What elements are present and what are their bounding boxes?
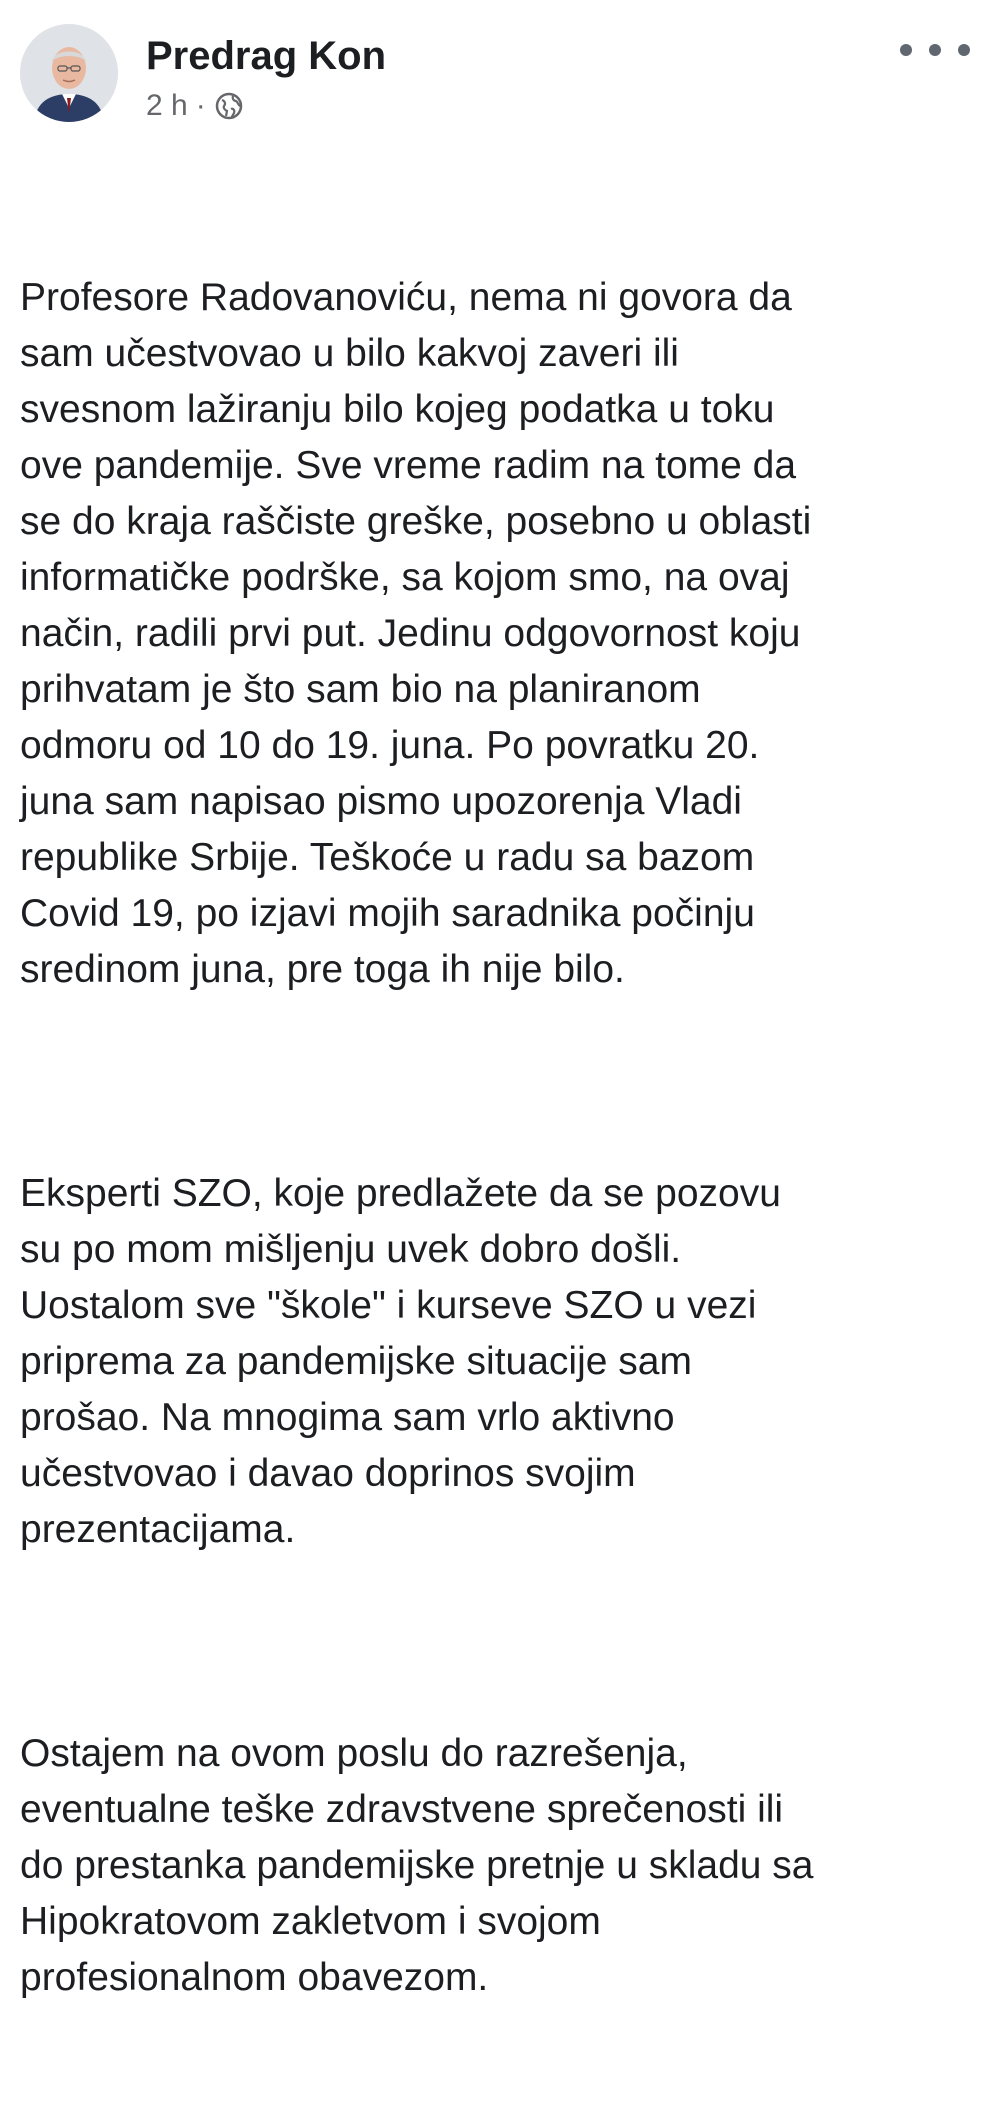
meta-separator: · xyxy=(195,89,206,122)
more-options-icon[interactable] xyxy=(900,30,970,70)
post-header xyxy=(20,20,970,150)
more-dot xyxy=(900,44,912,56)
more-dot xyxy=(958,44,970,56)
author-portrait-image xyxy=(20,24,118,122)
post-timestamp[interactable]: 2 h xyxy=(146,89,188,122)
post-paragraph: Eksperti SZO, koje predlažete da se pozovu su po mom mišljenju uvek dobro došli. Uostalom sve "škole" i kurseve SZO u vezi priprema za pandemijske situacije sam prošao. Na mnogima sam vrlo aktivno učestvovao i davao doprinos svojim prezentacijama. xyxy=(20,1172,781,1551)
more-dot xyxy=(929,44,941,56)
post-meta xyxy=(146,32,970,124)
author-name[interactable]: Predrag Kon xyxy=(146,34,387,78)
post-paragraph: Profesore Radovanoviću, nema ni govora da sam učestvovao u bilo kakvoj zaveri ili svesnom lažiranju bilo kojeg podatka u toku ove pandemije. Sve vreme radim na tome da se do kraja raščiste greške, posebno u oblasti informatičke podrške, sa kojom smo, na ovaj način, radili prvi put. Jedinu odgovornost koju prihvatam je što sam bio na planiranom odmoru od 10 do 19. juna. Po povratku 20. juna sam napisao pismo upozorenja Vladi republike Srbije. Teškoće u radu sa bazom Covid 19, po izjavi mojih saradnika počinju sredinom juna, pre toga ih nije bilo. xyxy=(20,276,812,991)
author-avatar[interactable] xyxy=(20,24,118,122)
post-paragraph: Ostajem na ovom poslu do razrešenja, eventualne teške zdravstvene sprečenosti ili do prestanka pandemijske pretnje u skladu sa Hipokratovom zakletvom i svojom profesionalnom obavezom. xyxy=(20,1732,814,1999)
globe-icon[interactable] xyxy=(214,91,244,121)
post-body xyxy=(20,158,970,2118)
post-subline xyxy=(146,88,970,124)
